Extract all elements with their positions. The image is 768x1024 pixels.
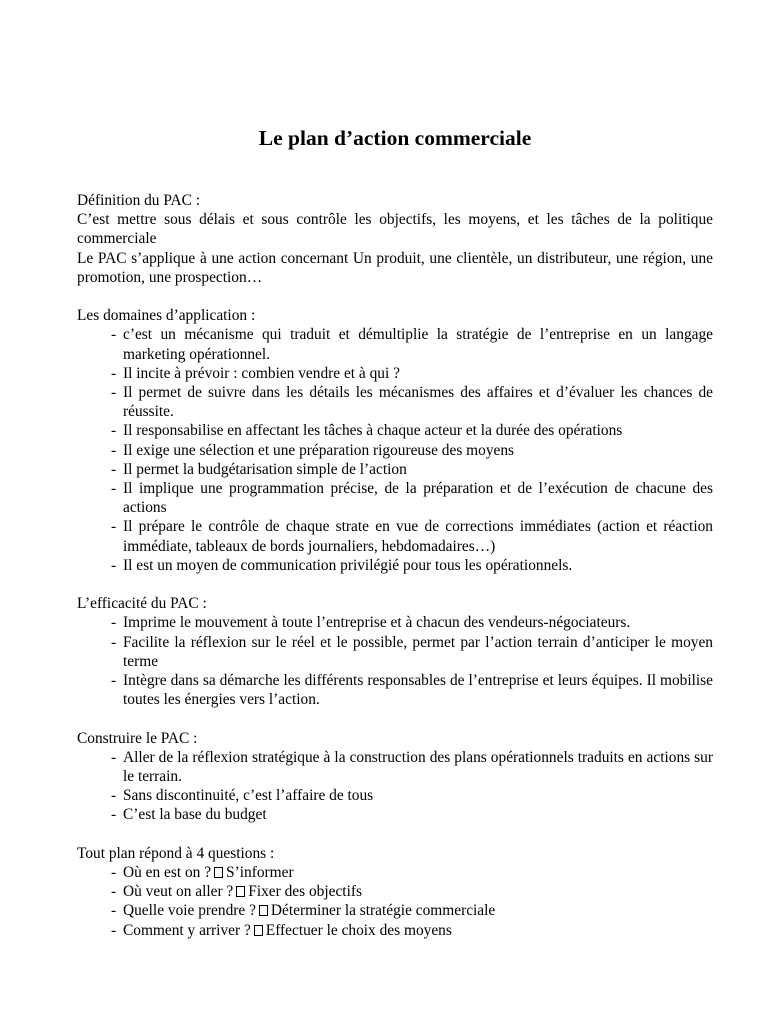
list-item: - c’est un mécanisme qui traduit et démultiplie la stratégie de l’entreprise en un langage marketing opérationnel. <box>111 326 713 363</box>
list-item: - Il implique une programmation précise, de la préparation et de l’exécution de chacune des actions <box>111 480 713 517</box>
definition-paragraph-2: Le PAC s’applique à une action concernant Un produit, une clientèle, un distributeur, une région, une promotion, une prospection… <box>77 249 713 286</box>
list-item: - Il permet de suivre dans les détails les mécanismes des affaires et d’évaluer les chances de réussite. <box>111 384 713 421</box>
domaines-list <box>77 325 713 575</box>
section-heading-domaines: Les domaines d’application : <box>77 307 256 325</box>
questions-list <box>77 863 713 940</box>
section-heading-questions: Tout plan répond à 4 questions : <box>77 844 275 862</box>
list-item: - Imprime le mouvement à toute l’entreprise et à chacun des vendeurs-négociateurs. <box>111 614 631 632</box>
definition-paragraph-1: C’est mettre sous délais et sous contrôle les objectifs, les moyens, et les tâches de la politique commerciale <box>77 211 713 248</box>
document-body <box>77 191 713 940</box>
list-item: - Il est un moyen de communication privilégié pour tous les opérationnels. <box>111 556 573 574</box>
list-item: - Intègre dans sa démarche les différents responsables de l’entreprise et leurs équipes. Il mobilise toutes les énergies vers l’action. <box>111 672 713 709</box>
section-heading-efficacite: L’efficacité du PAC : <box>77 595 207 613</box>
missing-glyph-icon <box>254 925 263 936</box>
section-heading-construire: Construire le PAC : <box>77 729 198 747</box>
list-item: - Il permet la budgétarisation simple de l’action <box>111 460 407 478</box>
list-item: - Il prépare le contrôle de chaque strate en vue de corrections immédiates (action et réaction immédiate, tableaux de bords journaliers, hebdomadaires…) <box>111 518 713 555</box>
list-item: - Sans discontinuité, c’est l’affaire de tous <box>111 787 374 805</box>
list-item: - Facilite la réflexion sur le réel et le possible, permet par l’action terrain d’anticiper le moyen terme <box>111 633 713 670</box>
list-item: - Il exige une sélection et une préparation rigoureuse des moyens <box>111 441 515 459</box>
list-item: - Aller de la réflexion stratégique à la construction des plans opérationnels traduits en actions sur le terrain. <box>111 748 713 786</box>
list-item: - Il responsabilise en affectant les tâches à chaque acteur et la durée des opérations <box>111 422 623 440</box>
list-item: - Comment y arriver ? Effectuer le choix des moyens <box>111 921 452 939</box>
section-efficacite <box>77 594 713 709</box>
efficacite-list <box>77 613 713 709</box>
construire-list <box>77 748 713 825</box>
section-heading-definition: Définition du PAC : <box>77 192 200 209</box>
section-questions <box>77 844 713 940</box>
list-item: - Où veut on aller ? Fixer des objectifs <box>111 883 362 901</box>
section-domaines <box>77 306 713 575</box>
missing-glyph-icon <box>236 886 245 897</box>
missing-glyph-icon <box>214 867 223 878</box>
section-definition <box>77 191 713 287</box>
list-item: - Où en est on ? S’informer <box>111 864 294 882</box>
section-construire <box>77 729 713 825</box>
document-title: Le plan d’action commerciale <box>258 126 532 150</box>
list-item: - Il incite à prévoir : combien vendre et à qui ? <box>111 364 400 382</box>
missing-glyph-icon <box>259 905 268 916</box>
list-item: - Quelle voie prendre ? Déterminer la stratégie commerciale <box>111 902 496 920</box>
list-item: - C’est la base du budget <box>111 806 267 824</box>
